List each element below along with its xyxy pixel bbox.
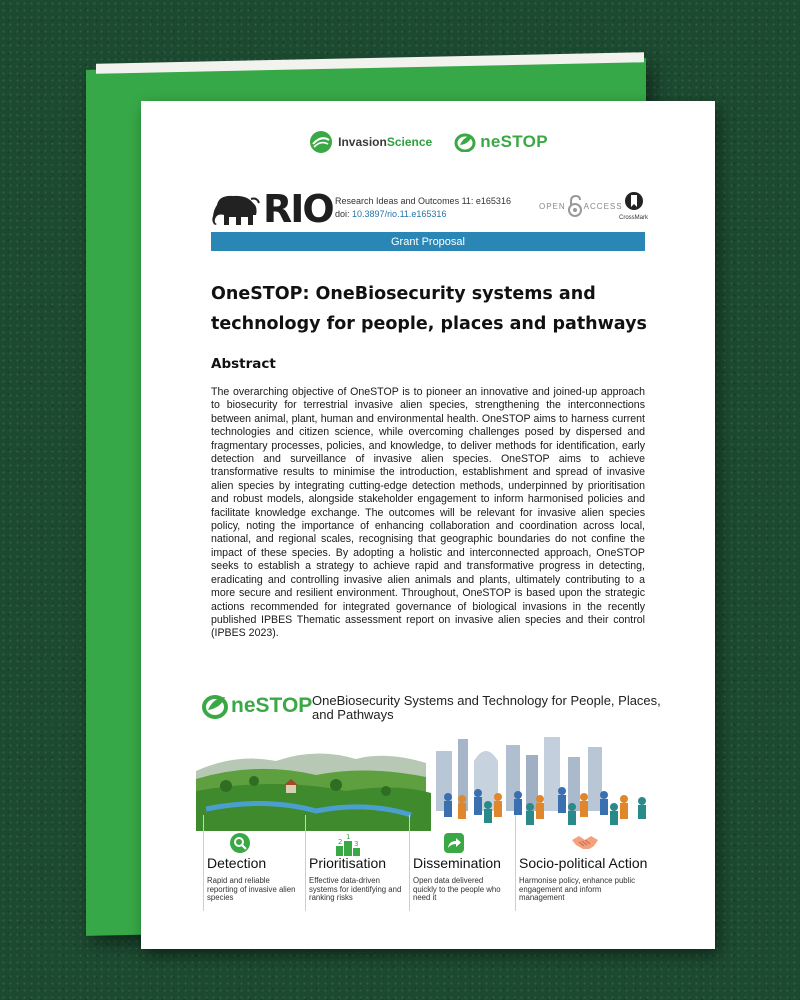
document-page — [141, 101, 715, 949]
pillar-description: Rapid and reliable reporting of invasive alien species — [207, 876, 296, 903]
citation-text: Research Ideas and Outcomes 11: e165316 — [335, 196, 511, 206]
pillar-detection — [203, 829, 305, 939]
onestop-small-text: neSTOP — [480, 132, 548, 151]
pillar-divider — [515, 815, 516, 911]
pillar-divider — [409, 815, 410, 911]
doi-line: doi: 10.3897/rio.11.e165316 — [335, 209, 447, 219]
doi-link[interactable]: 10.3897/rio.11.e165316 — [352, 209, 447, 219]
invasion-science-text: InvasionScience — [338, 135, 433, 149]
landscape-people-illustration — [196, 731, 656, 831]
magnifier-icon — [229, 832, 251, 854]
pillar-description: Open data delivered quickly to the people who need it — [413, 876, 501, 903]
pillars-section — [203, 829, 663, 939]
open-access-badge: OPEN ACCESS — [539, 195, 623, 217]
journal-header — [211, 187, 649, 231]
page-title: OneSTOP: OneBiosecurity systems and technology for people, places and pathways — [211, 284, 647, 334]
pillar-divider — [305, 815, 306, 911]
leaf-o-icon — [201, 693, 229, 719]
leaf-o-icon — [454, 132, 476, 152]
invasion-science-logo — [308, 129, 432, 155]
abstract-body: The overarching objective of OneSTOP is to pioneer an innovative and joined-up approach to biosecurity for terrestrial invasive alien species, strengthening the interconnections between animal, plant, human and environmental health. OneSTOP aims to harness current technologies and citizen science, while overcoming challenges posed by dispersed and fragmentary processes, policies, and knowledge, to deliver methods for identification, early detection and surveillance of invasive alien species. OneSTOP aims to achieve transformative results to minimise the introduction, establishment and spread of invasive alien species by integrating cutting-edge detection methods, underpinned by prioritisation and robust models, alongside stakeholder engagement to inform harmonised policies and facilitate knowledge exchange. The outcomes will be relevant for invasive alien species policy, noting the importance of enhancing collaboration and coordination across local, national, and regional scales, recognising that geographic boundaries do not confine the impact of these species. By adopting a holistic and interconnected approach, OneSTOP seeks to establish a strategy to achieve rapid and transformative progress in detecting, eradicating and controlling invasive alien animals and plants, ultimately contributing to a more secure and resilient environment. Throughout, OneSTOP is based upon the strategic actions recommended for integrated governance of biological invasions in the recently published IPBES Thematic assessment report on invasive alien species and their control (IPBES 2023). — [211, 386, 645, 640]
onestop-tagline: OneBiosecurity Systems and Technology for People, Places, and Pathways — [312, 693, 661, 722]
onestop-large-logo — [201, 693, 312, 719]
abstract-heading: Abstract — [211, 356, 276, 372]
crossmark-badge[interactable]: CrossMark — [619, 191, 648, 221]
pillar-prioritisation — [305, 829, 409, 939]
pillar-divider — [203, 815, 204, 911]
onestop-small-logo — [454, 132, 548, 152]
rio-wordmark: RIO — [263, 187, 333, 231]
globe-leaf-icon — [308, 129, 334, 155]
elephant-icon — [211, 191, 261, 227]
rio-logo — [211, 189, 333, 229]
pillar-title: Socio-political Action — [519, 855, 648, 871]
journal-citation — [335, 195, 511, 221]
onestop-graphic-header — [201, 691, 701, 731]
header-logos — [141, 129, 715, 155]
podium-icon — [335, 832, 361, 856]
pillar-description: Harmonise policy, enhance public engagement and inform management — [519, 876, 636, 903]
article-type-banner: Grant Proposal — [211, 232, 645, 251]
pillar-socio-political-action — [515, 829, 665, 939]
share-icon — [443, 832, 465, 854]
svg-text:1: 1 — [346, 833, 351, 841]
pillar-title: Dissemination — [413, 855, 501, 871]
svg-text:2: 2 — [338, 838, 343, 846]
crossmark-icon — [624, 191, 644, 213]
pillar-dissemination — [409, 829, 515, 939]
open-lock-icon — [568, 195, 582, 217]
pillar-title: Prioritisation — [309, 855, 387, 871]
handshake-icon — [571, 832, 599, 852]
svg-text:3: 3 — [354, 840, 359, 848]
onestop-large-text: neSTOP — [231, 694, 313, 717]
pillar-title: Detection — [207, 855, 267, 871]
pillar-description: Effective data-driven systems for identifying and ranking risks — [309, 876, 402, 903]
